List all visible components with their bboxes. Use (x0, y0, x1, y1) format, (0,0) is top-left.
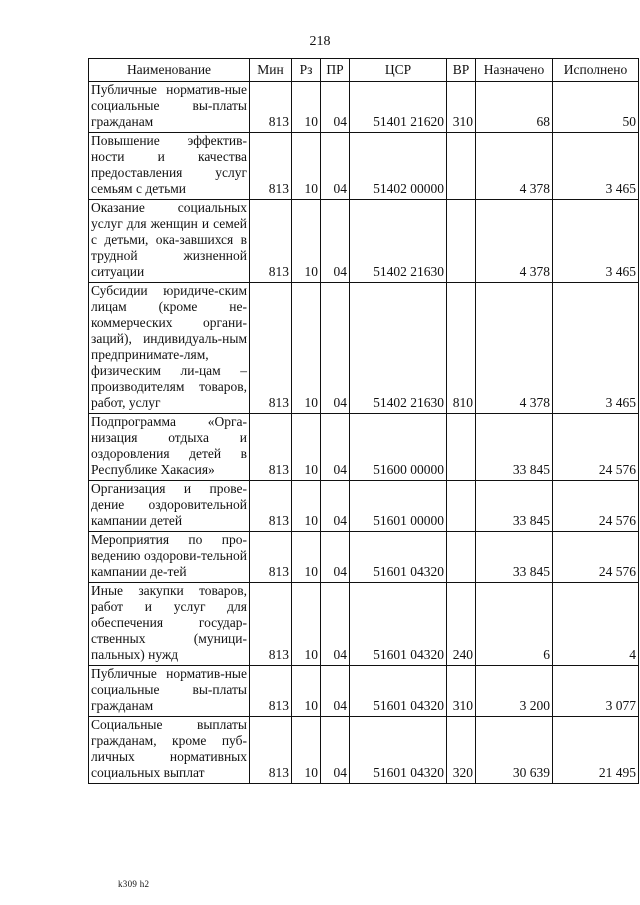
cell-executed: 3 465 (553, 133, 639, 200)
cell-assigned: 4 378 (476, 283, 553, 414)
cell-min: 813 (250, 200, 292, 283)
cell-assigned: 4 378 (476, 200, 553, 283)
cell-pr: 04 (321, 82, 350, 133)
header-pr: ПР (321, 59, 350, 82)
cell-min: 813 (250, 532, 292, 583)
cell-csr: 51601 04320 (350, 532, 447, 583)
table-body (89, 82, 639, 784)
cell-rz: 10 (292, 82, 321, 133)
cell-vr: 240 (447, 583, 476, 666)
cell-assigned: 68 (476, 82, 553, 133)
cell-pr: 04 (321, 666, 350, 717)
cell-vr (447, 481, 476, 532)
cell-min: 813 (250, 666, 292, 717)
cell-csr: 51401 21620 (350, 82, 447, 133)
table-row (89, 481, 639, 532)
cell-rz: 10 (292, 666, 321, 717)
cell-csr: 51600 00000 (350, 414, 447, 481)
cell-name: Иные закупки товаров, работ и услуг для обеспечения государ-ственных (муници-пальных) нужд (89, 583, 250, 666)
cell-executed: 21 495 (553, 717, 639, 784)
table-row (89, 583, 639, 666)
cell-min: 813 (250, 82, 292, 133)
table-row (89, 414, 639, 481)
cell-executed: 24 576 (553, 481, 639, 532)
cell-name: Публичные норматив-ные социальные вы-платы гражданам (89, 82, 250, 133)
cell-csr: 51601 04320 (350, 583, 447, 666)
cell-vr: 810 (447, 283, 476, 414)
cell-vr: 320 (447, 717, 476, 784)
cell-name: Подпрограмма «Орга-низация отдыха и оздоровления детей в Республике Хакасия» (89, 414, 250, 481)
cell-executed: 3 465 (553, 283, 639, 414)
header-rz: Рз (292, 59, 321, 82)
header-name: Наименование (89, 59, 250, 82)
cell-vr (447, 200, 476, 283)
cell-executed: 24 576 (553, 532, 639, 583)
cell-rz: 10 (292, 133, 321, 200)
cell-pr: 04 (321, 532, 350, 583)
cell-min: 813 (250, 717, 292, 784)
cell-rz: 10 (292, 583, 321, 666)
cell-name: Оказание социальных услуг для женщин и семей с детьми, ока-завшихся в трудной жизненной ситуации (89, 200, 250, 283)
page-number: 218 (309, 34, 331, 49)
cell-name: Мероприятия по про-ведению оздорови-тельной кампании де-тей (89, 532, 250, 583)
cell-csr: 51601 04320 (350, 717, 447, 784)
cell-vr (447, 532, 476, 583)
footer-code: k309 h2 (118, 879, 150, 889)
cell-rz: 10 (292, 283, 321, 414)
cell-pr: 04 (321, 283, 350, 414)
cell-assigned: 30 639 (476, 717, 553, 784)
cell-vr: 310 (447, 666, 476, 717)
cell-assigned: 33 845 (476, 481, 553, 532)
cell-name: Повышение эффектив-ности и качества предоставления услуг семьям с детьми (89, 133, 250, 200)
cell-pr: 04 (321, 200, 350, 283)
table-row (89, 133, 639, 200)
cell-csr: 51601 00000 (350, 481, 447, 532)
cell-executed: 3 465 (553, 200, 639, 283)
cell-min: 813 (250, 481, 292, 532)
cell-pr: 04 (321, 481, 350, 532)
cell-vr: 310 (447, 82, 476, 133)
cell-name: Организация и прове-дение оздоровительной кампании детей (89, 481, 250, 532)
cell-csr: 51601 04320 (350, 666, 447, 717)
cell-assigned: 33 845 (476, 532, 553, 583)
cell-name: Социальные выплаты гражданам, кроме пуб-личных нормативных социальных выплат (89, 717, 250, 784)
header-assigned: Назначено (476, 59, 553, 82)
cell-pr: 04 (321, 133, 350, 200)
cell-rz: 10 (292, 717, 321, 784)
table-header-row (89, 59, 639, 82)
table-row (89, 666, 639, 717)
cell-executed: 50 (553, 82, 639, 133)
cell-pr: 04 (321, 717, 350, 784)
cell-assigned: 4 378 (476, 133, 553, 200)
table-row (89, 82, 639, 133)
cell-rz: 10 (292, 532, 321, 583)
cell-min: 813 (250, 414, 292, 481)
cell-pr: 04 (321, 583, 350, 666)
cell-rz: 10 (292, 414, 321, 481)
table-row (89, 717, 639, 784)
cell-pr: 04 (321, 414, 350, 481)
cell-executed: 4 (553, 583, 639, 666)
cell-csr: 51402 21630 (350, 283, 447, 414)
header-min: Мин (250, 59, 292, 82)
table-row (89, 283, 639, 414)
cell-rz: 10 (292, 481, 321, 532)
cell-name: Публичные норматив-ные социальные вы-платы гражданам (89, 666, 250, 717)
cell-min: 813 (250, 133, 292, 200)
cell-rz: 10 (292, 200, 321, 283)
cell-vr (447, 133, 476, 200)
cell-executed: 24 576 (553, 414, 639, 481)
table-row (89, 532, 639, 583)
table-row (89, 200, 639, 283)
cell-min: 813 (250, 283, 292, 414)
cell-csr: 51402 21630 (350, 200, 447, 283)
cell-assigned: 3 200 (476, 666, 553, 717)
header-executed: Исполнено (553, 59, 639, 82)
cell-min: 813 (250, 583, 292, 666)
cell-name: Субсидии юридиче-ским лицам (кроме не-коммерческих органи-заций), индивидуаль-ным предпринимате-лям, физическим ли-цам – производителям товаров, работ, услуг (89, 283, 250, 414)
budget-table (88, 58, 639, 784)
cell-executed: 3 077 (553, 666, 639, 717)
cell-vr (447, 414, 476, 481)
cell-csr: 51402 00000 (350, 133, 447, 200)
cell-assigned: 6 (476, 583, 553, 666)
cell-assigned: 33 845 (476, 414, 553, 481)
header-vr: ВР (447, 59, 476, 82)
header-csr: ЦСР (350, 59, 447, 82)
